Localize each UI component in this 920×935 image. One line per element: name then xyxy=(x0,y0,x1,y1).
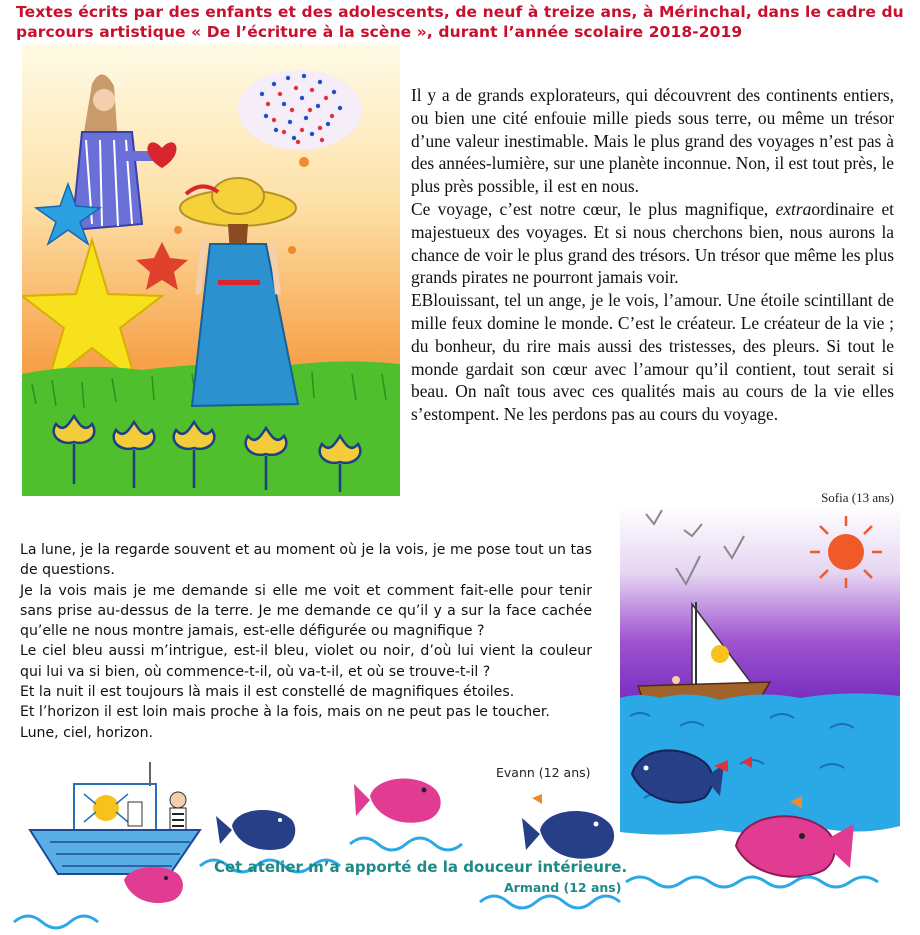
story-evann-paragraph: Et la nuit il est toujours là mais il est constellé de magnifiques étoiles. xyxy=(20,684,515,701)
text-run: Blouissant, tel un ange, je le vois, l’amour. Une étoile scintillant de mille feux domine le monde. C’est le créateur. Le créateur de la vie ; du bonheur, du rire mais aussi des tristesses, des pleurs. Si tout le monde gardait son cœur avec l’amour qu’il contient, tout serait si beau. On naît tous avec ces qualités mais au cours de la vie elles s’estompent. Ne les perdons pas au cours du voyage. xyxy=(411,290,894,425)
butterfly xyxy=(299,157,309,167)
story-evann-paragraph: La lune, je la regarde souvent et au moment où je la vois, je me pose tout un tas de questions. xyxy=(20,542,592,579)
small-boat xyxy=(30,762,200,874)
text-run: ordinaire et majestueux des voyages. Et si nous cherchons bien, nous aurons la chance de voir le plus grand des trésors. Un trésor que même les plus grands pirates ne pourront jamais voir. xyxy=(411,198,894,288)
butterfly xyxy=(288,246,296,254)
blue-whale xyxy=(522,811,614,859)
pink-whale xyxy=(354,779,441,823)
signature-sofia: Sofia (13 ans) xyxy=(821,490,894,505)
story-evann-paragraph: Lune, ciel, horizon. xyxy=(20,724,154,741)
pink-whale-small xyxy=(124,867,183,903)
page-title: Textes écrits par des enfants et des adolescents, de neuf à treize ans, à Mérinchal, dans le cadre du parcours artistique « De l’écriture à la scène », durant l’année scolaire 2018-2019 xyxy=(16,3,904,41)
drawing-boat-and-whales xyxy=(0,750,630,930)
story-sofia-paragraph xyxy=(411,198,894,289)
quote-text: Cet atelier m’a apporté de la douceur intérieure. xyxy=(214,858,628,876)
butterfly xyxy=(174,226,182,234)
text-run: Ce voyage, c’est notre cœur, le plus magnifique, xyxy=(411,198,776,219)
story-sofia-paragraph: Il y a de grands explorateurs, qui découvrent des continents entiers, ou bien une cité enfouie mille pieds sous terre, ou même un trésor d’une valeur inestimable. Mais le plus grand des voyages n’est pas à des années-lumière, sur une planète inconnue. Non, il est tout près, le plus près possible, il est en nous. xyxy=(411,85,894,197)
drawing-sailboat-sea xyxy=(620,506,900,906)
signature-evann: Evann (12 ans) xyxy=(496,765,591,780)
text-run: E xyxy=(411,290,422,311)
text-run-italic: extra xyxy=(775,198,812,219)
story-evann-paragraph: Et l’horizon il est loin mais proche à la fois, mais on ne peut pas le toucher. xyxy=(20,704,550,721)
story-evann-paragraph: Le ciel bleu aussi m’intrigue, est-il bleu, violet ou noir, d’où lui vient la couleur qui lui va si bien, où commence-t-il, où va-t-il, et où se trouve-t-il ? xyxy=(20,643,592,680)
story-evann-paragraph: Je la vois mais je me demande si elle me voit et comment fait-elle pour tenir sans prise au-dessus de la terre. Je me demande ce qu’il y a sur la face cachée qu’elle ne nous montre jamais, est-elle défigurée ou magnifique ? xyxy=(20,582,592,640)
blue-whale xyxy=(216,810,295,850)
drawing-girl-angel-stars xyxy=(22,44,400,496)
story-evann xyxy=(20,540,592,743)
story-sofia xyxy=(411,84,894,426)
story-sofia-paragraph xyxy=(411,289,894,426)
quote-author: Armand (12 ans) xyxy=(504,880,622,895)
girl-with-hat xyxy=(180,178,298,406)
dotted-cloud xyxy=(238,70,362,150)
